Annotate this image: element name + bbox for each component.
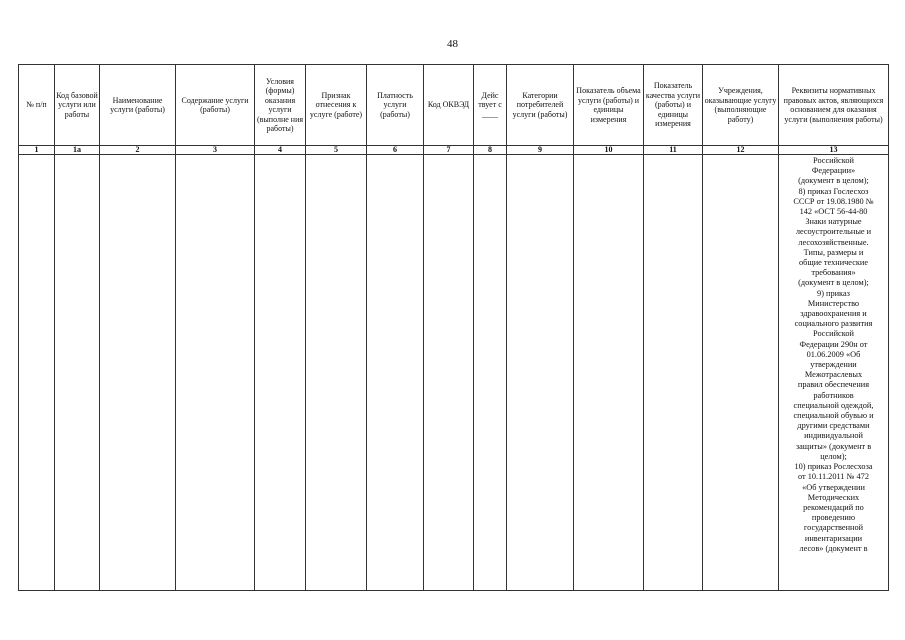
header-cell: Признак отнесения к услуге (работе) — [306, 65, 367, 146]
header-cell: Учреждения, оказывающие услугу (выполняющие работу) — [703, 65, 779, 146]
table-cell — [55, 155, 100, 591]
header-cell: № п/п — [19, 65, 55, 146]
header-cell: Наименование услуги (работы) — [100, 65, 176, 146]
column-number: 2 — [100, 146, 176, 155]
table-cell — [176, 155, 255, 591]
header-cell: Реквизиты нормативных правовых актов, являющихся основанием для оказания услуги (выполнения работы) — [779, 65, 889, 146]
table-cell — [19, 155, 55, 591]
table-cell — [424, 155, 474, 591]
table-cell — [474, 155, 507, 591]
header-cell: Категории потребителей услуги (работы) — [507, 65, 574, 146]
column-number: 7 — [424, 146, 474, 155]
header-cell: Показатель качества услуги (работы) и единицы измерения — [644, 65, 703, 146]
table-row — [19, 155, 889, 591]
header-cell: Показатель объема услуги (работы) и единицы измерения — [574, 65, 644, 146]
column-number: 4 — [255, 146, 306, 155]
table-cell — [100, 155, 176, 591]
column-number: 3 — [176, 146, 255, 155]
table-cell — [255, 155, 306, 591]
column-number: 11 — [644, 146, 703, 155]
legal-acts-text: Российской Федерации» (документ в целом); 8) приказ Гослесхоз СССР от 19.08.1980 № 142 «ОСТ 56-44-80 Знаки натурные лесоустроительные и лесохозяйственные. Типы, размеры и общие технические требования» (документ в целом); 9) приказ Министерство здравоохранения и социального развития Российской Федерации 290н от 01.06.2009 «Об утверждении Межотраслевых правил обеспечения работников специальной одеждой, специальной обувью и другими средствами индивидуальной защиты» (документ в целом); 10) приказ Рослесхоза от 10.11.2011 № 472 «Об утверждении Методических рекомендаций по проведению государственной инвентаризации лесов» (документ в — [793, 156, 874, 553]
header-cell: Дейс твует с ____ — [474, 65, 507, 146]
table-cell — [306, 155, 367, 591]
column-number: 8 — [474, 146, 507, 155]
services-registry-table — [18, 64, 889, 591]
table-cell — [367, 155, 424, 591]
column-number: 13 — [779, 146, 889, 155]
header-cell: Код базовой услуги или работы — [55, 65, 100, 146]
column-number: 5 — [306, 146, 367, 155]
table-cell — [574, 155, 644, 591]
legal-acts-cell — [779, 155, 889, 591]
page-number: 48 — [447, 38, 458, 50]
column-number: 12 — [703, 146, 779, 155]
header-cell: Код ОКВЭД — [424, 65, 474, 146]
table-cell — [507, 155, 574, 591]
header-cell: Содержание услуги (работы) — [176, 65, 255, 146]
column-number: 1 — [19, 146, 55, 155]
header-cell: Условия (формы) оказания услуги (выполне ния работы) — [255, 65, 306, 146]
table-cell — [644, 155, 703, 591]
header-cell: Платность услуги (работы) — [367, 65, 424, 146]
column-number-row — [19, 146, 889, 155]
column-number: 9 — [507, 146, 574, 155]
column-number: 6 — [367, 146, 424, 155]
column-number: 10 — [574, 146, 644, 155]
header-row — [19, 65, 889, 146]
table-cell — [703, 155, 779, 591]
column-number: 1а — [55, 146, 100, 155]
